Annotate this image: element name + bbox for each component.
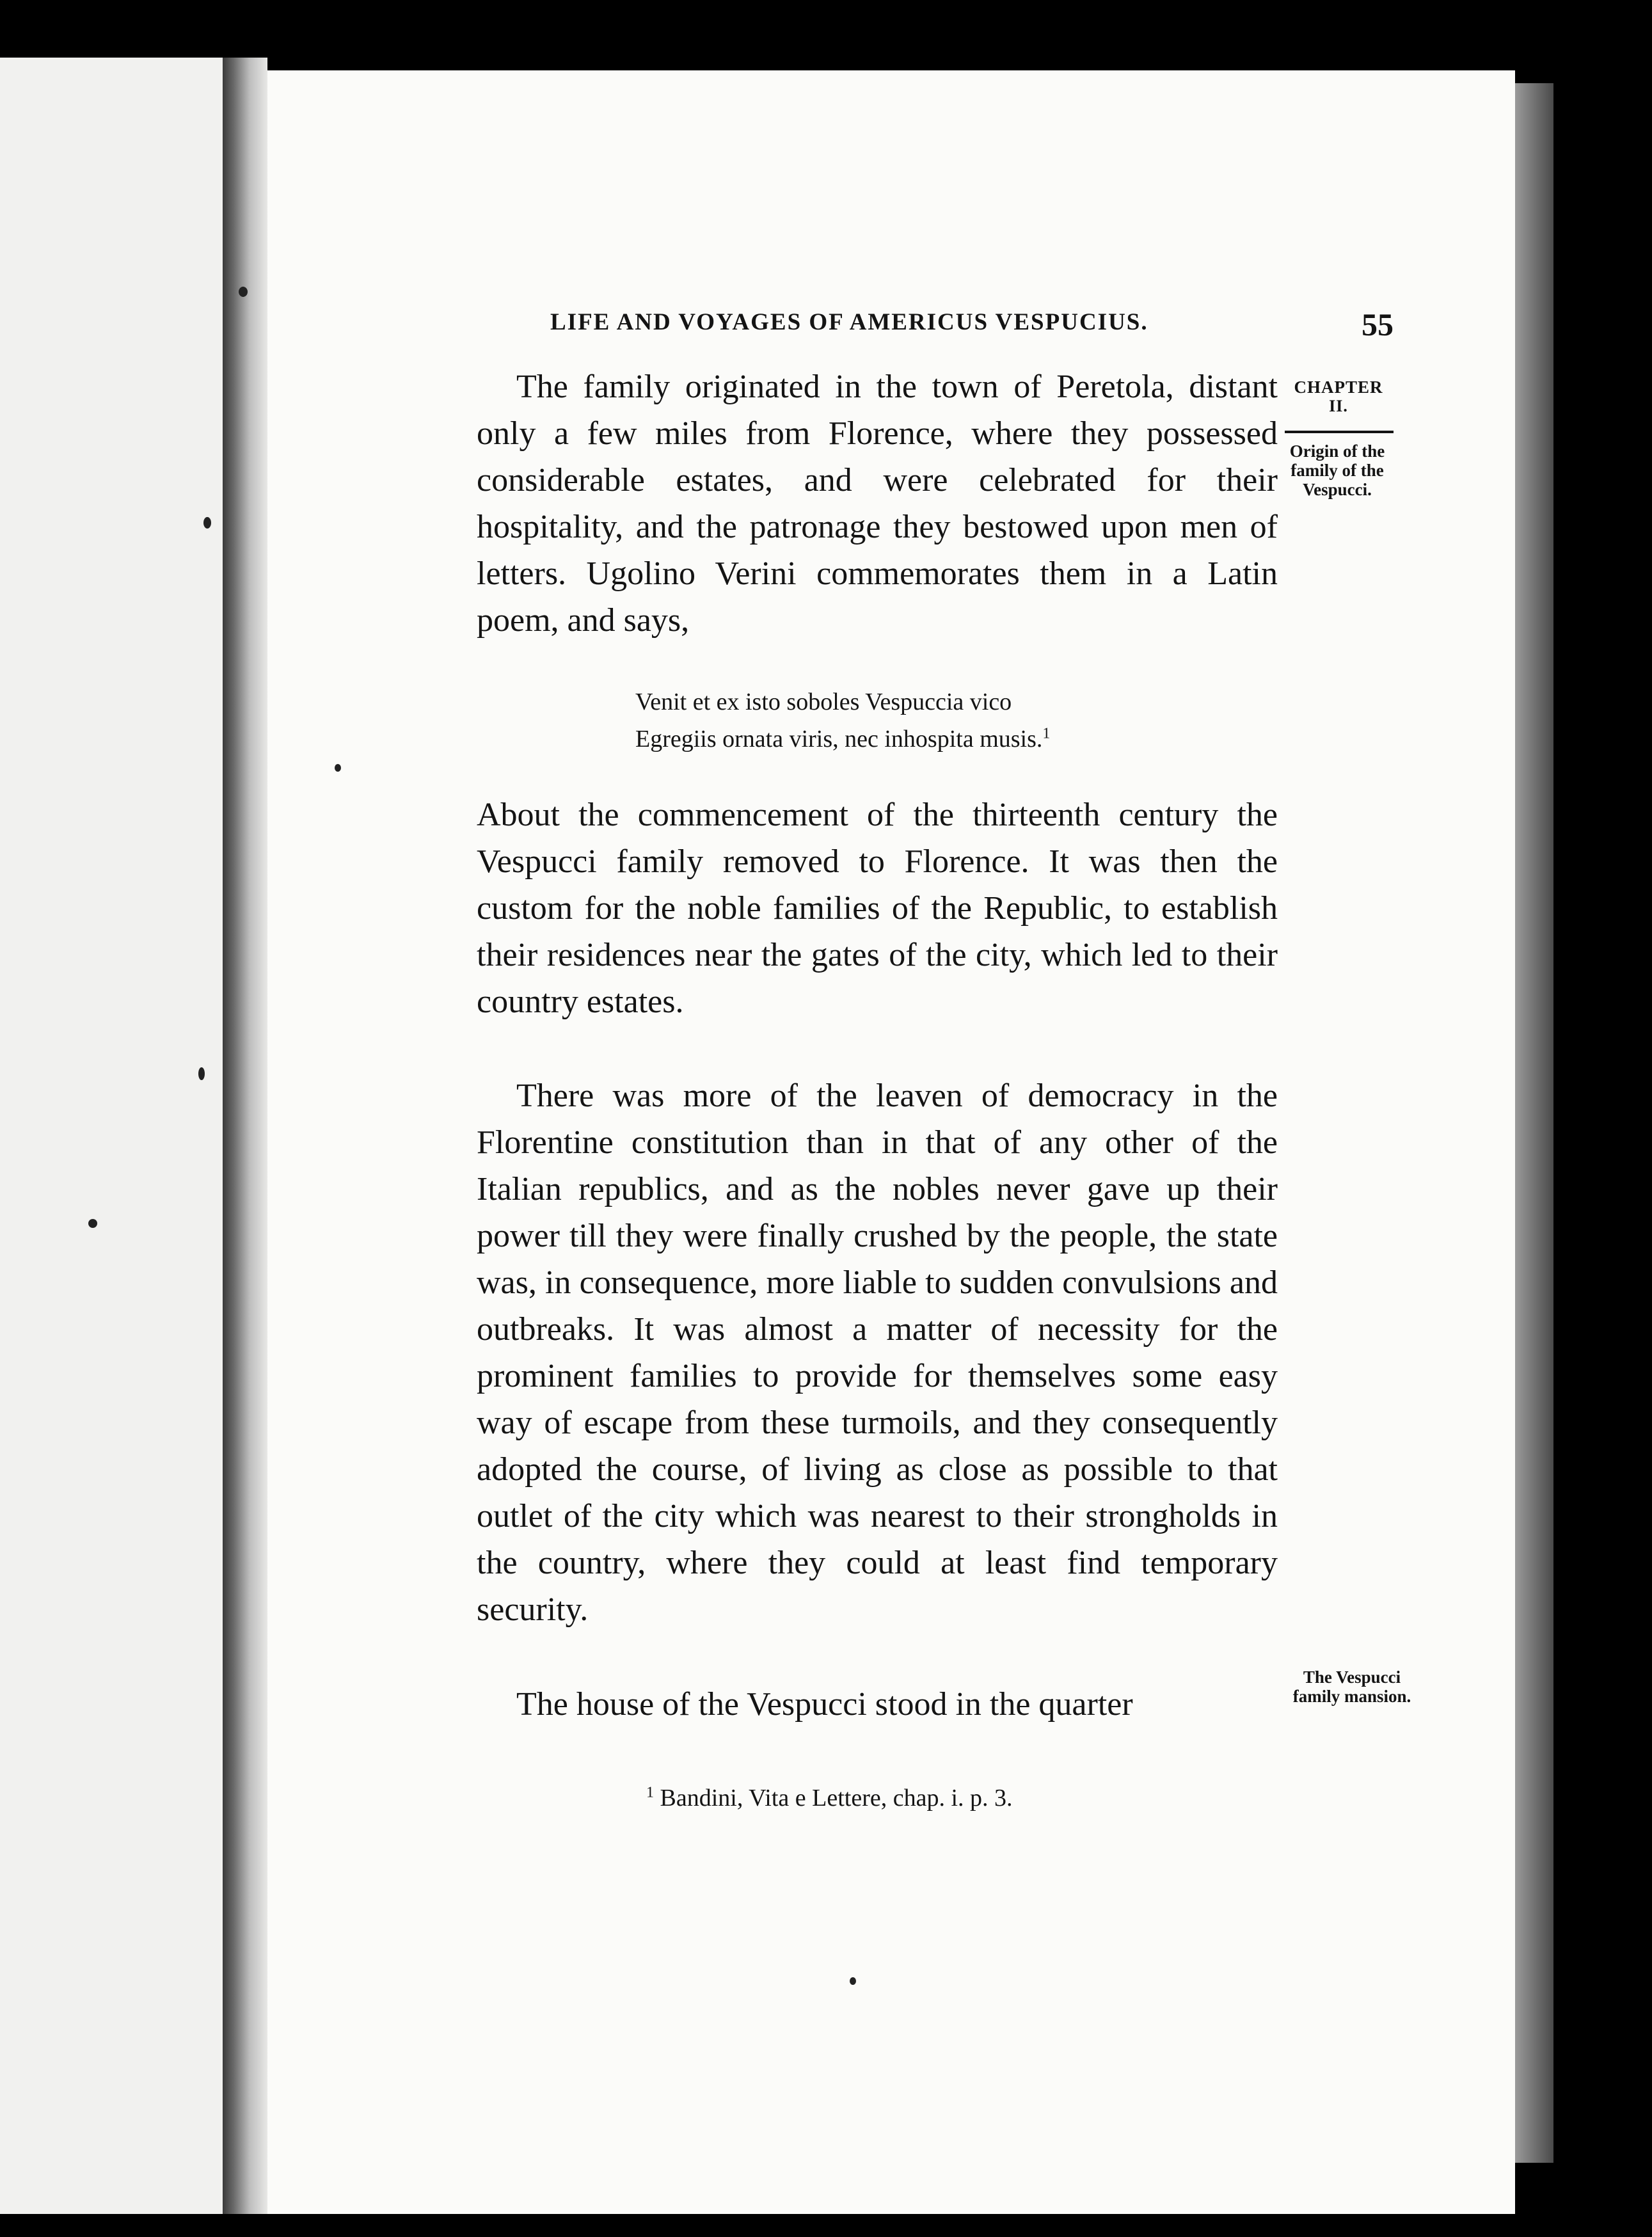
verse-line-2 — [635, 720, 1211, 758]
scan-speck — [335, 764, 341, 772]
scan-speck — [203, 517, 211, 529]
page-edge-shadow — [1515, 83, 1553, 2163]
chapter-word: CHAPTER — [1294, 378, 1383, 397]
chapter-rule — [1285, 431, 1394, 433]
latin-verse — [635, 683, 1211, 758]
scan-speck — [88, 1219, 97, 1228]
scan-speck — [850, 1977, 856, 1985]
chapter-label — [1281, 378, 1396, 416]
footnote-reference: 1 — [1042, 725, 1051, 742]
footnote-mark: 1 — [646, 1784, 654, 1801]
verse-line-1: Venit et ex isto soboles Vespuccia vico — [635, 689, 1012, 715]
chapter-number: II. — [1329, 397, 1348, 415]
running-head: LIFE AND VOYAGES OF AMERICUS VESPUCIUS. — [550, 309, 1148, 335]
footnote-text: Bandini, Vita e Lettere, chap. i. p. 3. — [660, 1785, 1013, 1811]
margin-note-origin: Origin of the family of the Vespucci. — [1289, 442, 1385, 499]
book-gutter — [223, 58, 267, 2214]
paragraph-removal: About the commencement of the thirteenth century the Vespucci family removed to Florence. It was then the custom for the noble families of the Republic, to establish their residences near the gates of the city, which led to their country estates. — [477, 797, 1278, 1020]
verse-line-2-text: Egregiis ornata viris, nec inhospita musis. — [635, 726, 1043, 752]
scan-speck — [198, 1067, 205, 1080]
page-number: 55 — [1362, 306, 1394, 342]
facing-page-edge — [0, 58, 223, 2214]
margin-note-mansion: The Vespucci family mansion. — [1292, 1668, 1411, 1706]
scan-speck — [239, 287, 248, 297]
paragraph-house: The house of the Vespucci stood in the quarter — [516, 1686, 1133, 1723]
paragraph-origin: The family originated in the town of Peretola, distant only a few miles from Florence, where they possessed considerable estates, and were celebrated for their hospitality, and the patronage they bestowed upon men of letters. Ugolino Verini commemorates them in a Latin poem, and says, — [477, 369, 1278, 639]
footnote — [646, 1784, 1222, 1812]
paragraph-democracy: There was more of the leaven of democracy in the Florentine constitution than in that of any other of the Italian republics, and as the nobles never gave up their power till they were finally crushed by the people, the state was, in consequence, more liable to sudden convulsions and outbreaks. It was almost a matter of necessity for the prominent families to provide for themselves some easy way of escape from these turmoils, and they consequently adopted the course, of living as close as possible to that outlet of the city which was nearest to their strongholds in the country, where they could at least find temporary security. — [477, 1078, 1278, 1628]
